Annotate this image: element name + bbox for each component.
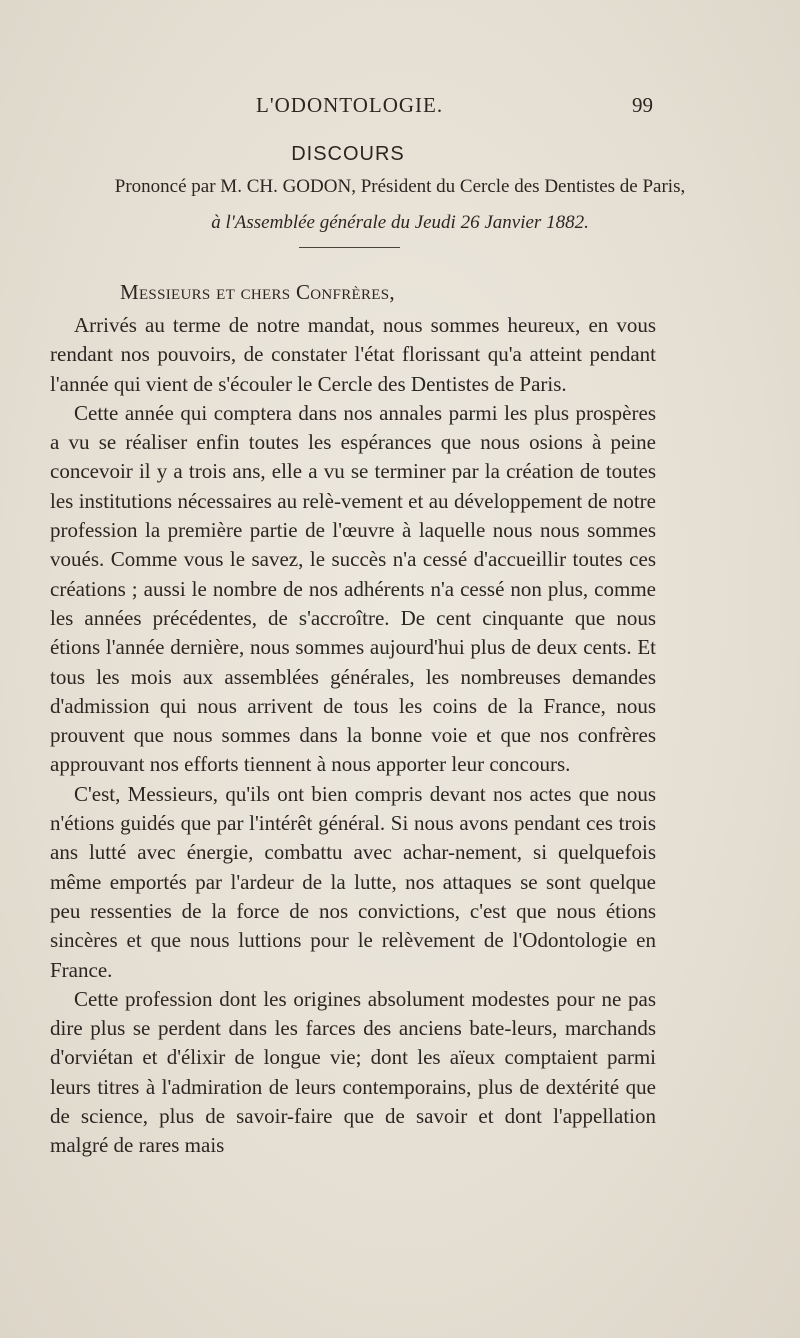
title-divider [299, 247, 400, 248]
section-heading [0, 143, 800, 166]
occasion-line: à l'Assemblée générale du Jeudi 26 Janvier 1882. [211, 212, 589, 233]
running-title: L'ODONTOLOGIE. [256, 93, 444, 117]
page-header [0, 93, 800, 123]
paragraph-3: C'est, Messieurs, qu'ils ont bien compris devant nos actes que nous n'étions guidés que par l'intérêt général. Si nous avons pendant ces trois ans lutté avec énergie, combattu avec achar-nement, si quelquefois même emportés par l'ardeur de la lutte, nos attaques se sont quelque peu ressenties de la force de nos convictions, c'est que nous étions sincères et que nous luttions pour le relèvement de l'Odontologie en France. [50, 781, 656, 982]
body-text [50, 311, 656, 1161]
salutation-text: Messieurs et chers Confrères, [120, 280, 395, 304]
salutation [120, 280, 395, 305]
paragraph-4: Cette profession dont les origines absolument modestes pour ne pas dire plus se perdent dans les farces des anciens bate-leurs, marchands d'orviétan et d'élixir de longue vie; dont les aïeux comptaient parmi leurs titres à l'admiration de leurs contemporains, plus de dextérité que de science, plus de savoir-faire que de savoir et dont l'appellation malgré de rares mais [50, 986, 656, 1158]
speaker-line: Prononcé par M. CH. GODON, Président du Cercle des Dentistes de Paris, [114, 176, 686, 197]
paragraph-1: Arrivés au terme de notre mandat, nous sommes heureux, en vous rendant nos pouvoirs, de constater l'état florissant qu'a atteint pendant l'année qui vient de s'écouler le Cercle des Dentistes de Paris. [50, 313, 656, 396]
paragraph-2: Cette année qui comptera dans nos annales parmi les plus prospères a vu se réaliser enfin toutes les espérances que nous osions à peine concevoir il y a trois ans, elle a vu se terminer par la création de toutes les institutions nécessaires au relè-vement et au développement de notre profession la première partie de l'œuvre à laquelle nous nous sommes voués. Comme vous le savez, le succès n'a cessé d'accueillir toutes ces créations ; aussi le nombre de nos adhérents n'a cessé non plus, comme les années précédentes, de s'accroître. De cent cinquante que nous étions l'année dernière, nous sommes aujourd'hui plus de deux cents. Et tous les mois aux assemblées générales, les nombreuses demandes d'admission qui nous arrivent de tous les coins de la France, nous prouvent que nous sommes dans la bonne voie et que nos confrères approuvant nos efforts tiennent à nous apporter leur concours. [50, 400, 656, 777]
page-number: 99 [632, 93, 653, 117]
heading-text: DISCOURS [291, 143, 405, 165]
